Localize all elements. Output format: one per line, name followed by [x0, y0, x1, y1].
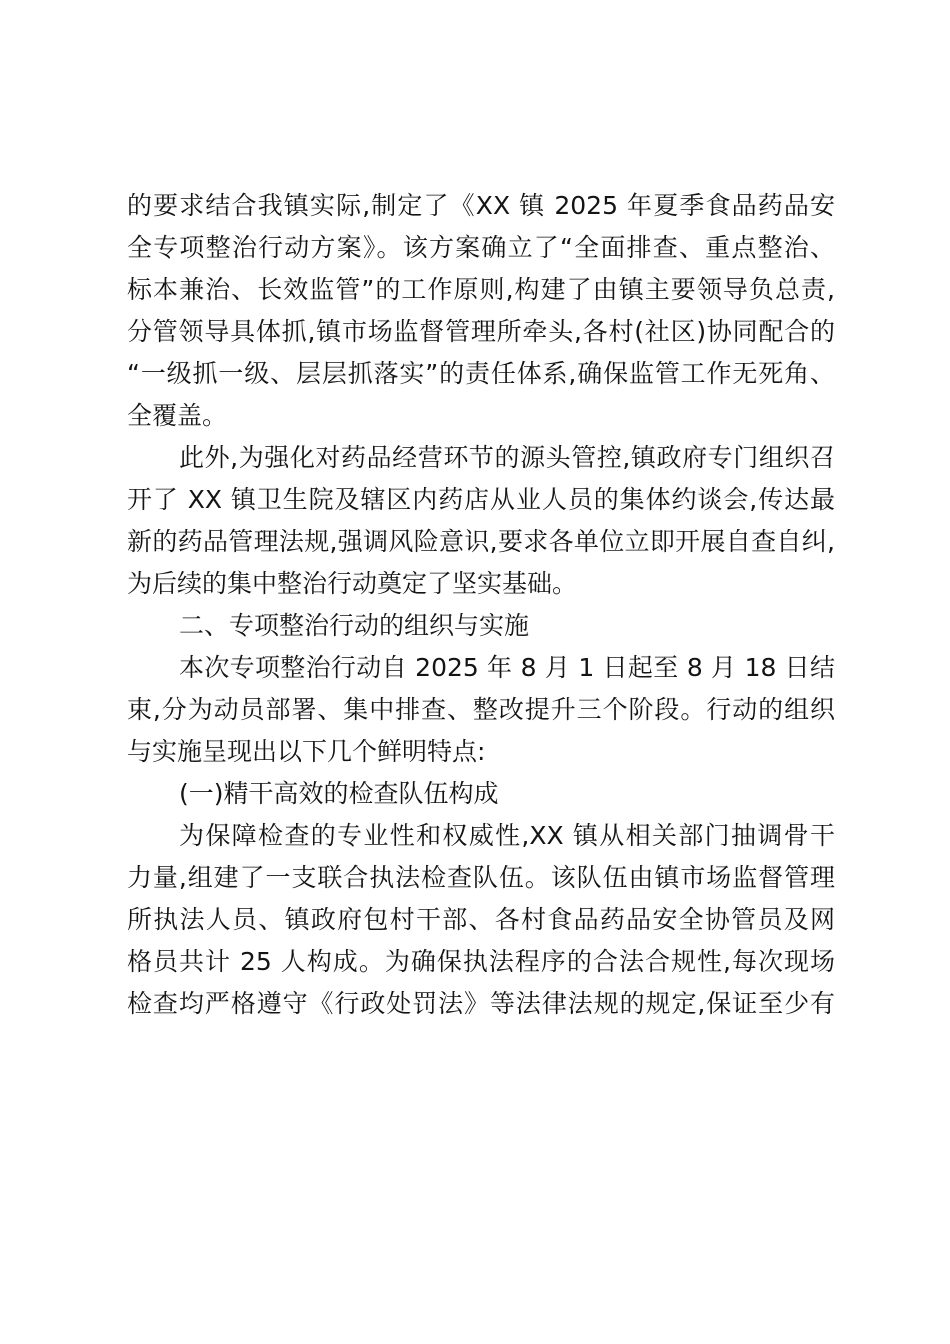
section-heading: 二、专项整治行动的组织与实施 — [179, 611, 530, 640]
body-text-line: 标本兼治、长效监管”的工作原则,构建了由镇主要领导负总责, — [127, 275, 835, 304]
subsection-heading: (一)精干高效的检查队伍构成 — [179, 779, 499, 808]
body-text-line: 格员共计 25 人构成。为确保执法程序的合法合规性,每次现场 — [127, 947, 835, 976]
body-text-line: 的要求结合我镇实际,制定了《XX 镇 2025 年夏季食品药品安 — [127, 191, 835, 220]
body-text-line: 全专项整治行动方案》。该方案确立了“全面排查、重点整治、 — [127, 233, 835, 262]
body-text-line: “一级抓一级、层层抓落实”的责任体系,确保监管工作无死角、 — [127, 359, 835, 388]
body-text-line: 力量,组建了一支联合执法检查队伍。该队伍由镇市场监督管理 — [127, 863, 835, 892]
paragraph-first-line: 本次专项整治行动自 2025 年 8 月 1 日起至 8 月 18 日结 — [179, 653, 835, 682]
body-text-line: 所执法人员、镇政府包村干部、各村食品药品安全协管员及网 — [127, 905, 835, 934]
paragraph-first-line: 此外,为强化对药品经营环节的源头管控,镇政府专门组织召 — [179, 443, 835, 472]
body-text-line: 为后续的集中整治行动奠定了坚实基础。 — [127, 569, 578, 598]
body-text-line: 新的药品管理法规,强调风险意识,要求各单位立即开展自查自纠, — [127, 527, 835, 556]
paragraph-first-line: 为保障检查的专业性和权威性,XX 镇从相关部门抽调骨干 — [179, 821, 835, 850]
body-text-line: 检查均严格遵守《行政处罚法》等法律法规的规定,保证至少有 — [127, 989, 835, 1018]
body-text-line: 开了 XX 镇卫生院及辖区内药店从业人员的集体约谈会,传达最 — [127, 485, 835, 514]
body-text-line: 与实施呈现出以下几个鲜明特点: — [127, 737, 486, 766]
body-text-line: 全覆盖。 — [127, 401, 228, 430]
document-body — [127, 185, 835, 1025]
body-text-line: 分管领导具体抓,镇市场监督管理所牵头,各村(社区)协同配合的 — [127, 317, 835, 346]
body-text-line: 束,分为动员部署、集中排查、整改提升三个阶段。行动的组织 — [127, 695, 835, 724]
